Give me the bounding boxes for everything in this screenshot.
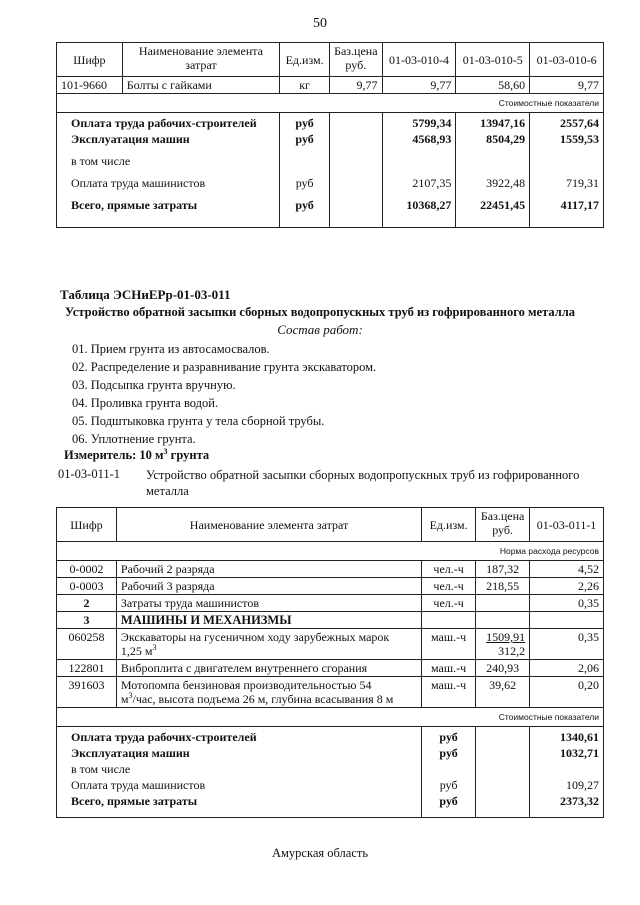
summary-value: 2373,32	[530, 793, 604, 817]
table-row	[57, 595, 604, 612]
summary-name: в том числе	[57, 761, 422, 777]
norm-label-row	[57, 542, 604, 561]
cell-code: 0-0002	[57, 561, 117, 578]
header-col-1: 01-03-011-1	[530, 508, 604, 542]
meter-sup: 3	[163, 446, 168, 456]
cell-name: Рабочий 2 разряда	[116, 561, 421, 578]
summary-row	[57, 761, 604, 777]
cell-unit: маш.-ч	[422, 660, 476, 677]
cell-unit: маш.-ч	[422, 629, 476, 660]
summary-name: Всего, прямые затраты	[57, 793, 422, 817]
header-unit: Ед.изм.	[280, 43, 330, 77]
summary-value: 3922,48	[456, 175, 530, 197]
item-text-line: металла	[146, 484, 189, 498]
meter-prefix: Измеритель: 10 м	[64, 448, 164, 462]
summary-name: Эксплуатация машин	[57, 131, 280, 153]
section-label-row	[57, 94, 604, 113]
item-code: 01-03-011-1	[58, 467, 121, 481]
cell-unit: кг	[280, 77, 330, 94]
summary-name: Оплата труда рабочих-строителей	[57, 113, 280, 132]
cell-name-line: Экскаваторы на гусеничном ходу зарубежных марок	[120, 630, 390, 644]
summary-value: 1340,61	[530, 727, 604, 746]
table-row	[57, 77, 604, 94]
cost-indicators-label: Стоимостные показатели	[57, 708, 604, 727]
norm-label: Норма расхода ресурсов	[57, 542, 604, 561]
item-text-line: Устройство обратной засыпки сборных водопропускных труб из гофрированного	[146, 468, 580, 482]
summary-value: 10368,27	[382, 197, 456, 227]
header-price: Баз.цена руб.	[330, 43, 382, 77]
summary-row	[57, 727, 604, 746]
cell-price-line: 312,2	[498, 644, 526, 658]
summary-name: в том числе	[57, 153, 280, 175]
cell-value: 9,77	[382, 77, 456, 94]
cell-price: 240,93	[476, 660, 530, 677]
table-title: Таблица ЭСНиЕРр-01-03-011	[60, 287, 231, 302]
summary-value: 8504,29	[456, 131, 530, 153]
summary-name: Эксплуатация машин	[57, 745, 422, 761]
header-name: Наименование элемента затрат	[122, 43, 279, 77]
cell-value: 2,06	[530, 660, 604, 677]
header-code: Шифр	[57, 43, 123, 77]
cell-unit: чел.-ч	[422, 595, 476, 612]
header-name: Наименование элемента затрат	[116, 508, 421, 542]
cost-indicators-label: Стоимостные показатели	[57, 94, 604, 113]
summary-row	[57, 153, 604, 175]
summary-value: 719,31	[530, 175, 604, 197]
header-code: Шифр	[57, 508, 117, 542]
table-row	[57, 677, 604, 708]
cell-code: 122801	[57, 660, 117, 677]
cell-value: 58,60	[456, 77, 530, 94]
table-row	[57, 660, 604, 677]
summary-unit: руб	[422, 777, 476, 793]
summary-value: 2557,64	[530, 113, 604, 132]
header-col-2: 01-03-010-5	[456, 43, 530, 77]
summary-unit: руб	[280, 131, 330, 153]
page-number: 50	[313, 16, 327, 31]
meter-suffix: грунта	[167, 448, 210, 462]
cell-value: 0,20	[530, 677, 604, 708]
cell-unit: маш.-ч	[422, 677, 476, 708]
summary-value: 109,27	[530, 777, 604, 793]
cell-price: 218,55	[476, 578, 530, 595]
cell-name-sup: 3	[152, 643, 157, 652]
list-item: 05. Подштыковка грунта у тела сборной трубы.	[72, 414, 325, 428]
header-unit: Ед.изм.	[422, 508, 476, 542]
list-item: 03. Подсыпка грунта вручную.	[72, 378, 236, 392]
cell-name-part: м	[120, 692, 129, 706]
composition-heading: Состав работ:	[277, 322, 363, 337]
cell-value: 4,52	[530, 561, 604, 578]
cell-code: 3	[57, 612, 117, 629]
cell-price: 39,62	[476, 677, 530, 708]
summary-value: 1559,53	[530, 131, 604, 153]
cell-name: Виброплита с двигателем внутреннего сгорания	[116, 660, 421, 677]
list-item: 04. Проливка грунта водой.	[72, 396, 219, 410]
list-item: 06. Уплотнение грунта.	[72, 432, 196, 446]
summary-value: 4117,17	[530, 197, 604, 227]
cell-code: 101-9660	[57, 77, 123, 94]
resource-table-2	[56, 507, 604, 818]
summary-value: 5799,34	[382, 113, 456, 132]
summary-row	[57, 113, 604, 132]
cell-unit: чел.-ч	[422, 578, 476, 595]
cell-unit: чел.-ч	[422, 561, 476, 578]
summary-name: Оплата труда машинистов	[57, 175, 280, 197]
summary-row	[57, 793, 604, 817]
summary-value: 1032,71	[530, 745, 604, 761]
cell-name: Рабочий 3 разряда	[116, 578, 421, 595]
cell-name: Затраты труда машинистов	[116, 595, 421, 612]
summary-row	[57, 777, 604, 793]
summary-unit: руб	[422, 793, 476, 817]
table-header	[57, 508, 604, 542]
cell-name	[116, 677, 421, 708]
summary-unit: руб	[422, 727, 476, 746]
resource-table-1	[56, 42, 604, 228]
summary-value: 13947,16	[456, 113, 530, 132]
cell-price	[476, 629, 530, 660]
header-price: Баз.цена руб.	[476, 508, 530, 542]
summary-value: 22451,45	[456, 197, 530, 227]
cell-value: 2,26	[530, 578, 604, 595]
work-steps-list	[72, 340, 376, 448]
section-label-row	[57, 708, 604, 727]
summary-value: 4568,93	[382, 131, 456, 153]
cell-name-line	[121, 644, 417, 658]
cell-value: 0,35	[530, 595, 604, 612]
summary-row	[57, 197, 604, 227]
list-item: 02. Распределение и разравнивание грунта экскаватором.	[72, 360, 377, 374]
cell-code: 060258	[57, 629, 117, 660]
cell-name-part: 1,25 м	[120, 644, 153, 658]
item-description	[146, 467, 579, 499]
cell-code: 391603	[57, 677, 117, 708]
cell-value: 9,77	[530, 77, 604, 94]
cell-value: 0,35	[530, 629, 604, 660]
meter-line	[64, 448, 209, 463]
cell-name-part: /час, высота подъема 26 м, глубина всасывания 8 м	[132, 692, 394, 706]
list-item: 01. Прием грунта из автосамосвалов.	[72, 342, 270, 356]
table-row	[57, 561, 604, 578]
cell-name-line: Мотопомпа бензиновая производительностью 54	[120, 678, 372, 692]
summary-value: 2107,35	[382, 175, 456, 197]
summary-name: Всего, прямые затраты	[57, 197, 280, 227]
header-col-1: 01-03-010-4	[382, 43, 456, 77]
summary-unit: руб	[280, 175, 330, 197]
cell-price: 9,77	[330, 77, 382, 94]
cell-name	[116, 629, 421, 660]
summary-unit: руб	[422, 745, 476, 761]
table-row	[57, 629, 604, 660]
cell-name-line	[121, 692, 417, 706]
table-row	[57, 578, 604, 595]
cell-name: Болты с гайками	[122, 77, 279, 94]
summary-row	[57, 745, 604, 761]
table-row	[57, 612, 604, 629]
cell-code: 2	[57, 595, 117, 612]
cell-name: МАШИНЫ И МЕХАНИЗМЫ	[116, 612, 421, 629]
page-footer: Амурская область	[271, 846, 369, 860]
table-header	[57, 43, 604, 77]
header-col-3: 01-03-010-6	[530, 43, 604, 77]
summary-row	[57, 131, 604, 153]
cell-price-line: 1509,91	[486, 630, 526, 644]
summary-name: Оплата труда рабочих-строителей	[57, 727, 422, 746]
cell-price: 187,32	[476, 561, 530, 578]
summary-unit: руб	[280, 113, 330, 132]
cell-name-sup: 3	[128, 691, 133, 700]
summary-name: Оплата труда машинистов	[57, 777, 422, 793]
summary-unit: руб	[280, 197, 330, 227]
cell-code: 0-0003	[57, 578, 117, 595]
section-subtitle: Устройство обратной засыпки сборных водопропускных труб из гофрированного металла	[64, 305, 575, 319]
summary-row	[57, 175, 604, 197]
